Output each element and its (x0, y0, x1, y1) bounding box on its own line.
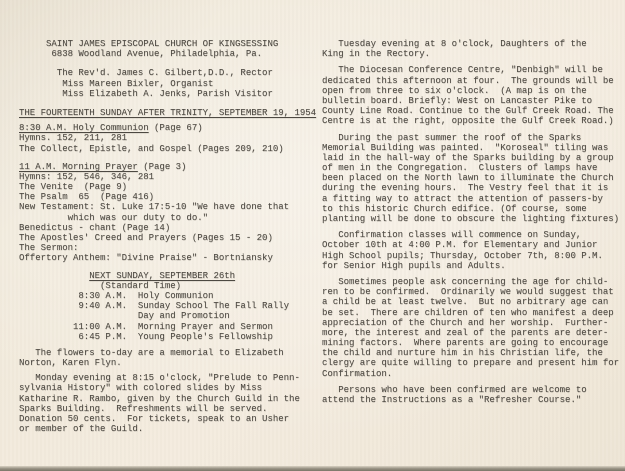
confirmation-age (322, 277, 622, 379)
text-line: Miss Mareen Bixler, Organist (19, 78, 214, 89)
text-line: Offertory Anthem: "Divine Praise" - Bortniansky (19, 253, 273, 264)
text-line: The Sermon: (19, 243, 79, 254)
text-line: 6:45 P.M. Young People's Fellowship (19, 331, 273, 342)
text-line: dedicated this afternoon at four. The grounds will be (322, 75, 614, 86)
text-line: Donation 50 cents. For tickets, speak to an Usher (19, 414, 290, 424)
text-line: sylvania History" with colored slides by Miss (19, 383, 263, 394)
right-column (322, 39, 622, 411)
text-line: Benedictus - chant (Page 14) (19, 222, 171, 233)
text-line: laid in the hall-way of the Sparks building by a group (322, 152, 614, 163)
text-line: Persons who have been confirmed are welcome to (322, 384, 587, 395)
text-line: High School pupils; Thursday, October 7th, 8:00 P.M. (322, 250, 603, 261)
text-line: Centre is at the right, opposite the Gulf Creek Road.) (322, 116, 614, 127)
daughters-king-notice (322, 39, 622, 59)
text-line: a fitting way to attract the attention of passers-by (322, 193, 603, 204)
left-column (19, 39, 320, 434)
text-line: The Venite (Page 9) (19, 182, 128, 193)
summer-improvements (322, 133, 622, 225)
text-line: for Senior High pupils and Adults. (322, 260, 506, 271)
text-line: The Rev'd. James C. Gilbert,D.D., Rector (19, 68, 273, 79)
text-line: of men in the Congregation. Clusters of lamps have (322, 163, 598, 174)
text-line: Katharine R. Rambo, given by the Church Guild in the (19, 393, 300, 404)
text-line: 8:30 A.M. Holy Communion (19, 290, 214, 301)
text-line: open from three to six o'clock. (A map is on the (322, 85, 587, 96)
text-line: be set. There are children of ten who manifest a deep (322, 307, 614, 318)
refresher-course (322, 385, 622, 405)
text-line: Memorial Building was painted. "Koroseal" tiling was (322, 142, 609, 153)
text-line: Tuesday evening at 8 o'clock, Daughters of the (322, 39, 587, 49)
text-line: 8:30 A.M. Holy Communion (Page 67) (19, 123, 203, 134)
flowers-memorial (19, 348, 320, 368)
text-line: during the evening hours. The Vestry feel that it is (322, 183, 609, 194)
morning-prayer-section (19, 162, 320, 264)
text-line: Hymns: 152, 546, 346, 281 (19, 171, 155, 182)
church-header (19, 39, 320, 59)
text-line: Hymns. 152, 211, 281 (19, 133, 128, 144)
text-line: attend the Instructions as a "Refresher Course." (322, 395, 582, 405)
text-line: Sparks Building. Refreshments will be served. (19, 403, 268, 414)
text-line (19, 271, 320, 281)
text-line: 11 A.M. Morning Prayer (Page 3) (19, 161, 187, 172)
text-line: a child be at least twelve. But no arbitrary age can (322, 297, 609, 308)
underlined-heading: 11 A.M. Morning Prayer (19, 161, 138, 172)
text-line: Sometimes people ask concerning the age for child- (322, 276, 609, 287)
text-line: During the past summer the roof of the Sparks (322, 132, 582, 143)
service-day-heading (19, 108, 320, 118)
text-line: Confirmation classes will commence on Sunday, (322, 230, 582, 241)
text-line: Confirmation. (322, 368, 393, 379)
text-line: SAINT JAMES EPISCOPAL CHURCH OF KINGSESSING (19, 39, 279, 49)
text-line: bulletin board. Briefly: West on Lancaster Pike to (322, 95, 593, 106)
text-line: October 10th at 4:00 P.M. for Elementary and Junior (322, 240, 598, 251)
text-line: The Collect, Epistle, and Gospel (Pages 209, 210) (19, 143, 284, 154)
text-line: The Apostles' Creed and Prayers (Pages 15 - 20) (19, 233, 273, 243)
text-line: Day and Promotion (19, 311, 230, 322)
denbigh-dedication (322, 65, 622, 126)
text-line: clergy are quite willing to prepare and present him for (322, 358, 620, 369)
text-line: 11:00 A.M. Morning Prayer and Sermon (19, 321, 273, 332)
text-line: mining factors. Where parents are going to encourage (322, 338, 609, 349)
text-line: The Diocesan Conference Centre, "Denbigh" will be (322, 65, 603, 76)
underlined-heading: NEXT SUNDAY, SEPTEMBER 26th (89, 270, 236, 281)
confirmation-classes (322, 230, 622, 271)
text-line: King in the Rectory. (322, 49, 431, 60)
text-line: which was our duty to do." (19, 212, 209, 223)
text-line (19, 108, 320, 118)
text-line: appreciation of the Church and her worship. Further- (322, 317, 609, 328)
text-line: the child and nurture him in his Christian life, the (322, 348, 603, 359)
text-line: The flowers to-day are a memorial to Elizabeth (19, 347, 284, 358)
text-line: County Line Road. Continue to the Gulf Creek Road. The (322, 106, 614, 117)
text-line: The Psalm 65 (Page 416) (19, 192, 155, 203)
text-line: 6838 Woodland Avenue, Philadelphia, Pa. (19, 49, 263, 60)
text-line: planting will be done to obscure the lighting fixtures) (322, 214, 620, 224)
text-line: Monday evening at 8:15 o'clock, "Prelude to Penn- (19, 373, 300, 384)
text-line: more, the interest and zeal of the parents are deter- (322, 327, 609, 338)
underlined-heading: THE FOURTEENTH SUNDAY AFTER TRINITY, SEPTEMBER 19, 1954 (19, 107, 317, 118)
underlined-heading: 8:30 A.M. Holy Communion (19, 123, 149, 134)
text-line: been placed on the North lawn to illuminate the Church (322, 173, 614, 184)
text-line: Miss Elizabeth A. Jenks, Parish Visitor (19, 88, 273, 99)
staff-list (19, 68, 320, 99)
text-line: ren to be confirmed. Ordinarily we would suggest that (322, 287, 614, 298)
page-bottom-shadow (0, 466, 625, 471)
text-line: 9:40 A.M. Sunday School The Fall Rally (19, 301, 290, 312)
text-line: to this historic Church edifice. (Of course, some (322, 203, 587, 214)
guild-lecture-notice (19, 373, 320, 434)
next-sunday-section (19, 271, 320, 342)
holy-communion-section (19, 123, 320, 154)
text-line: (Standard Time) (19, 280, 182, 291)
text-line: or member of the Guild. (19, 424, 144, 435)
text-line: New Testament: St. Luke 17:5-10 "We have done that (19, 202, 290, 213)
text-line: Norton, Karen Flyn. (19, 358, 122, 369)
